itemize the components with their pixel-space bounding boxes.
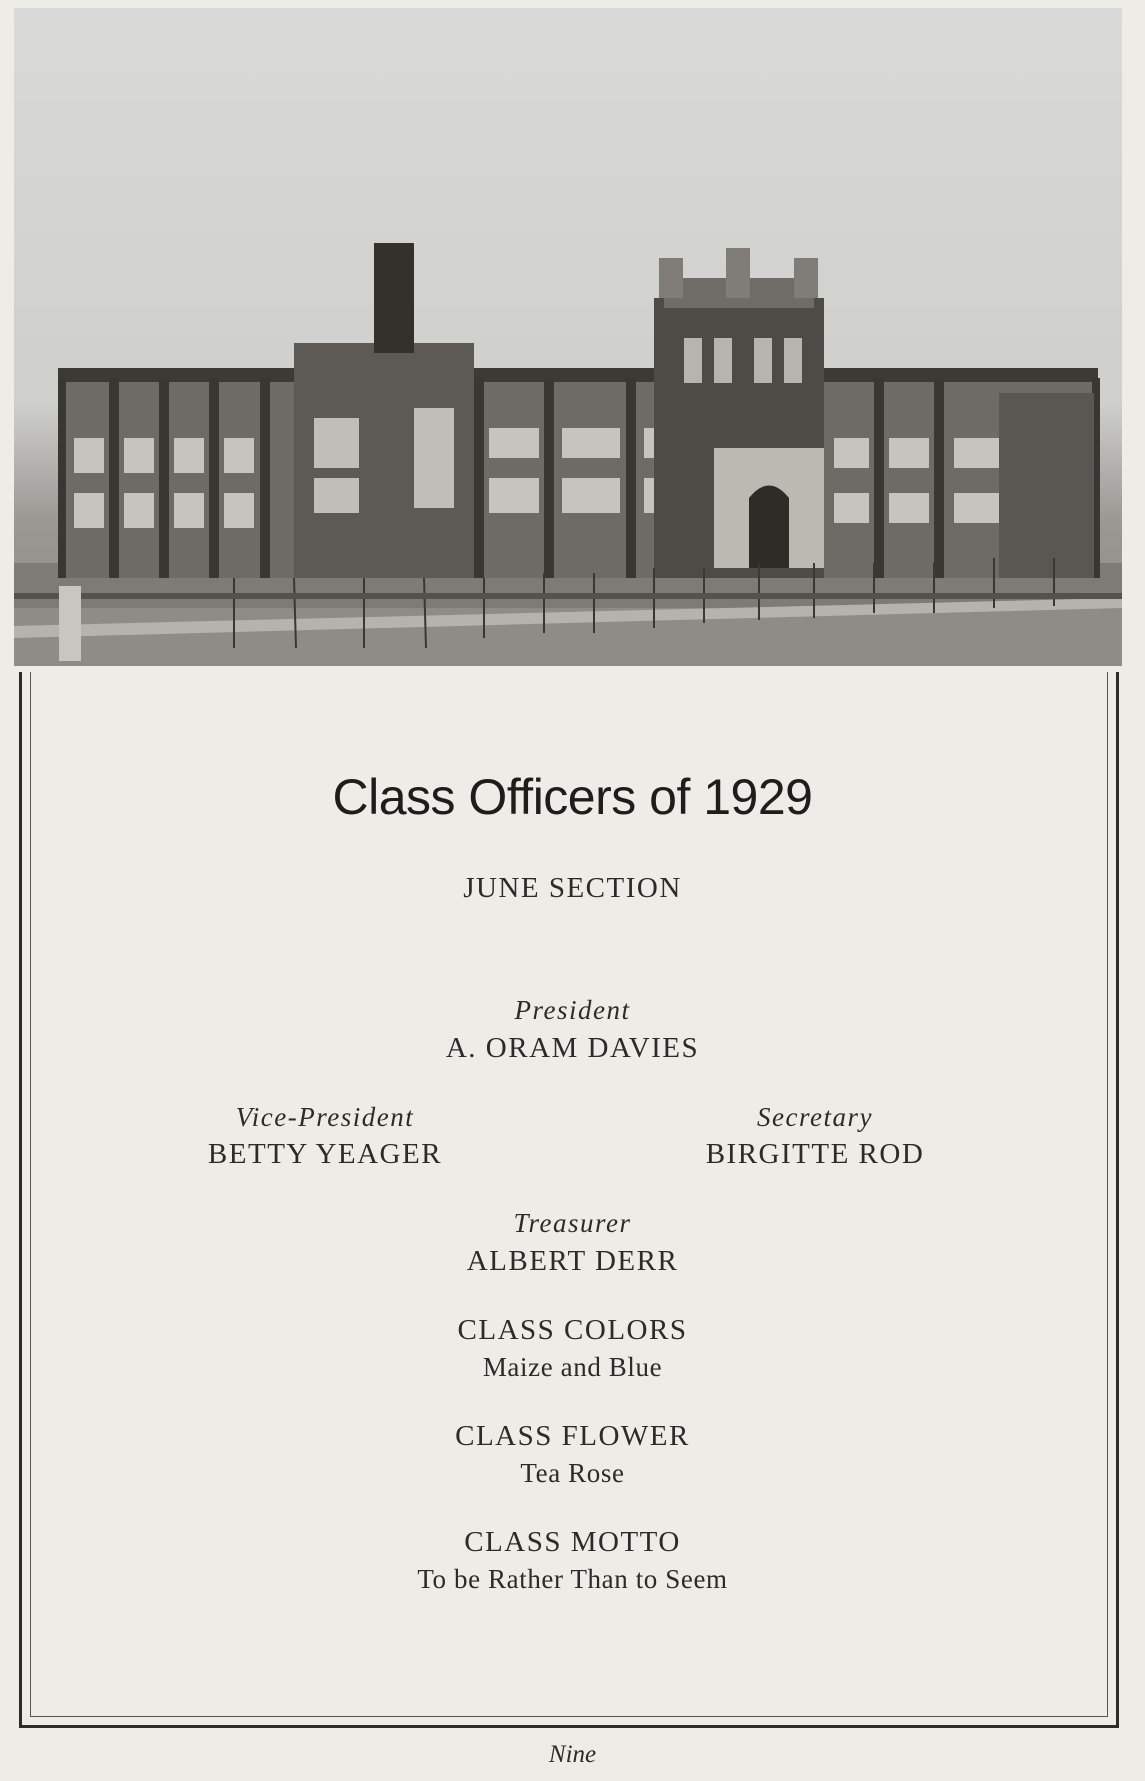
school-building-photo: [14, 8, 1122, 666]
page-title: Class Officers of 1929: [332, 769, 813, 825]
treasurer-name: ALBERT DERR: [466, 1245, 679, 1277]
school-building-illustration: [14, 8, 1122, 666]
text-panel-inner-border: [30, 672, 1108, 1717]
president-name: A. ORAM DAVIES: [445, 1032, 700, 1064]
class-flower-value: Tea Rose: [520, 1458, 625, 1488]
class-colors-label: CLASS COLORS: [457, 1314, 688, 1346]
president-role: President: [514, 995, 631, 1025]
class-colors-value: Maize and Blue: [482, 1352, 663, 1382]
vice-president-role: Vice-President: [235, 1102, 415, 1132]
section-heading: JUNE SECTION: [463, 872, 682, 904]
secretary-name: BIRGITTE ROD: [705, 1138, 925, 1170]
vice-president-name: BETTY YEAGER: [207, 1138, 443, 1170]
treasurer-role: Treasurer: [513, 1208, 632, 1238]
class-motto-value: To be Rather Than to Seem: [417, 1564, 728, 1594]
secretary-role: Secretary: [757, 1102, 873, 1132]
class-motto-label: CLASS MOTTO: [464, 1526, 681, 1558]
page-number: Nine: [548, 1741, 597, 1768]
class-flower-label: CLASS FLOWER: [455, 1420, 690, 1452]
